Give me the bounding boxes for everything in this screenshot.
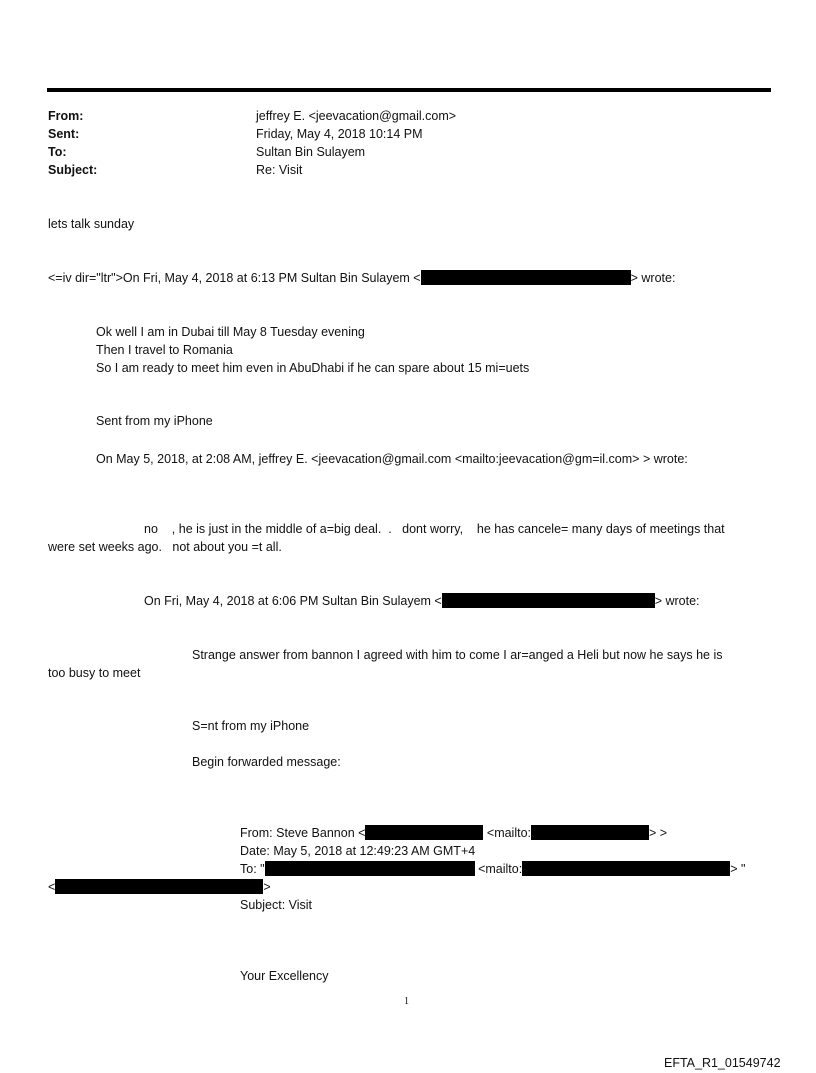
redaction-box — [365, 825, 483, 840]
your-excellency: Your Excellency — [240, 969, 329, 983]
redaction-box — [442, 593, 655, 608]
reply-line1: no , he is just in the middle of a=big deal. . dont worry, he has cancele= many days of meetings that — [144, 522, 725, 536]
redaction-box — [55, 879, 263, 894]
fwd-to2-pre: < — [48, 880, 56, 894]
redaction-box — [265, 861, 475, 876]
on-may5-header: On May 5, 2018, at 2:08 AM, jeffrey E. <jeevacation@gmail.com <mailto:jeevacation@gm=il.com> > wrote: — [96, 452, 688, 466]
sent-value: Friday, May 4, 2018 10:14 PM — [256, 127, 423, 141]
subject-label: Subject: — [48, 163, 98, 177]
redaction-box — [522, 861, 730, 876]
header-rule — [47, 88, 771, 92]
quote-header-2-post: > wrote: — [654, 594, 700, 608]
fwd-to — [240, 861, 745, 878]
quote-header-1 — [48, 270, 675, 287]
quote-header-1-pre: <=iv dir="ltr">On Fri, May 4, 2018 at 6:13 PM Sultan Bin Sulayem < — [48, 271, 421, 285]
redaction-box — [421, 270, 631, 285]
fwd-from — [240, 825, 667, 842]
fwd-from-pre: From: Steve Bannon < — [240, 826, 366, 840]
strange-line2: too busy to meet — [48, 666, 141, 680]
msg1-line1: Ok well I am in Dubai till May 8 Tuesday evening — [96, 325, 365, 339]
body-first-line: lets talk sunday — [48, 217, 135, 231]
to-value: Sultan Bin Sulayem — [256, 145, 366, 159]
redaction-box — [531, 825, 649, 840]
to-label: To: — [48, 145, 67, 159]
from-value: jeffrey E. <jeevacation@gmail.com> — [256, 109, 457, 123]
from-label: From: — [48, 109, 84, 123]
document-id: EFTA_R1_01549742 — [664, 1056, 781, 1070]
sent-from-iphone: Sent from my iPhone — [96, 414, 213, 428]
fwd-to-post: > " — [730, 862, 746, 876]
page-number: 1 — [404, 996, 409, 1007]
fwd-from-post: > > — [649, 826, 668, 840]
msg1-line2: Then I travel to Romania — [96, 343, 233, 357]
fwd-from-mid: <mailto: — [483, 826, 532, 840]
quote-header-1-post: > wrote: — [630, 271, 676, 285]
fwd-subject: Subject: Visit — [240, 898, 313, 912]
fwd-to-mid: <mailto: — [474, 862, 523, 876]
sent-label: Sent: — [48, 127, 80, 141]
subject-value: Re: Visit — [256, 163, 303, 177]
fwd-to-continued — [48, 879, 271, 896]
quote-header-2 — [144, 593, 700, 610]
reply-line2: were set weeks ago. not about you =t all. — [48, 540, 282, 554]
sent-from-iphone-2: S=nt from my iPhone — [192, 719, 310, 733]
quote-header-2-pre: On Fri, May 4, 2018 at 6:06 PM Sultan Bin Sulayem < — [144, 594, 442, 608]
fwd-to-pre: To: " — [240, 862, 265, 876]
msg1-line3: So I am ready to meet him even in AbuDhabi if he can spare about 15 mi=uets — [96, 361, 530, 375]
fwd-to2-post: > — [263, 880, 271, 894]
begin-forwarded: Begin forwarded message: — [192, 755, 341, 769]
strange-line1: Strange answer from bannon I agreed with him to come I ar=anged a Heli but now he says he is — [192, 648, 723, 662]
fwd-date: Date: May 5, 2018 at 12:49:23 AM GMT+4 — [240, 844, 476, 858]
